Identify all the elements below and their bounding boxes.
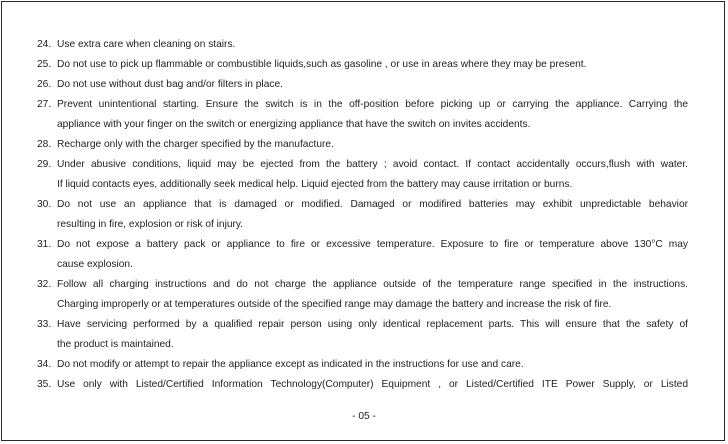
list-item <box>37 315 688 355</box>
item-text <box>57 375 688 395</box>
item-text-line: appliance with your finger on the switch or energizing appliance that have the switch on invites accidents. <box>57 119 531 130</box>
item-text <box>57 315 688 355</box>
item-text-line: Follow all charging instructions and do not charge the appliance outside of the temperature range specified in the instructions. <box>57 279 688 290</box>
list-item <box>37 135 688 155</box>
item-text-line: Prevent unintentional starting. Ensure the switch is in the off-position before picking up or carrying the appliance. Carrying the <box>57 99 688 110</box>
item-text-line: Use only with Listed/Certified Information Technology(Computer) Equipment , or Listed/Certified ITE Power Supply, or Listed <box>57 379 688 390</box>
item-text-line: cause explosion. <box>57 259 133 270</box>
list-item <box>37 375 688 395</box>
item-text <box>57 355 688 375</box>
item-text-line: Do not use to pick up flammable or combustible liquids,such as gasoline , or use in areas where they may be present. <box>57 59 587 70</box>
list-item <box>37 235 688 275</box>
item-number: 34. <box>37 359 52 370</box>
item-text-line: If liquid contacts eyes, additionally seek medical help. Liquid ejected from the battery may cause irritation or burns. <box>57 179 573 190</box>
list-item <box>37 75 688 95</box>
item-text <box>57 235 688 275</box>
item-text-line: Use extra care when cleaning on stairs. <box>57 39 236 50</box>
item-number: 29. <box>37 159 52 170</box>
item-text-line: Do not modify or attempt to repair the appliance except as indicated in the instructions for use and care. <box>57 359 524 370</box>
item-number: 26. <box>37 79 52 90</box>
page-number: - 05 - <box>352 411 376 422</box>
item-number: 31. <box>37 239 52 250</box>
item-text-line: the product is maintained. <box>57 339 174 350</box>
item-text <box>57 95 688 135</box>
list-item <box>37 95 688 135</box>
item-text-line: resulting in fire, explosion or risk of injury. <box>57 219 244 230</box>
item-text-line: Recharge only with the charger specified by the manufacture. <box>57 139 334 150</box>
item-text-line: Have servicing performed by a qualified repair person using only identical replacement parts. This will ensure that the safety of <box>57 319 688 330</box>
list-item <box>37 275 688 315</box>
item-number: 35. <box>37 379 52 390</box>
item-number: 24. <box>37 39 52 50</box>
item-text-line: Do not use without dust bag and/or filters in place. <box>57 79 283 90</box>
item-text <box>57 275 688 315</box>
item-text-line: Charging improperly or at temperatures outside of the specified range may damage the battery and increase the risk of fire. <box>57 299 612 310</box>
list-item <box>37 155 688 195</box>
item-number: 30. <box>37 199 52 210</box>
list-item <box>37 195 688 235</box>
list-item <box>37 355 688 375</box>
item-text <box>57 195 688 235</box>
item-text-line: Do not expose a battery pack or appliance to fire or excessive temperature. Exposure to fire or temperature above 130°C may <box>57 239 688 250</box>
list-item <box>37 35 688 55</box>
item-text <box>57 155 688 195</box>
item-text <box>57 135 688 155</box>
item-number: 33. <box>37 319 52 330</box>
item-number: 28. <box>37 139 52 150</box>
item-text <box>57 55 688 75</box>
item-text-line: Under abusive conditions, liquid may be ejected from the battery ; avoid contact. If contact accidentally occurs,flush with water. <box>57 159 688 170</box>
item-text <box>57 35 688 55</box>
item-number: 25. <box>37 59 52 70</box>
list-item <box>37 55 688 75</box>
item-text <box>57 75 688 95</box>
item-number: 32. <box>37 279 52 290</box>
item-text-line: Do not use an appliance that is damaged or modified. Damaged or modifired batteries may exhibit unpredictable behavior <box>57 199 688 210</box>
safety-instructions-list <box>37 35 688 395</box>
item-number: 27. <box>37 99 52 110</box>
